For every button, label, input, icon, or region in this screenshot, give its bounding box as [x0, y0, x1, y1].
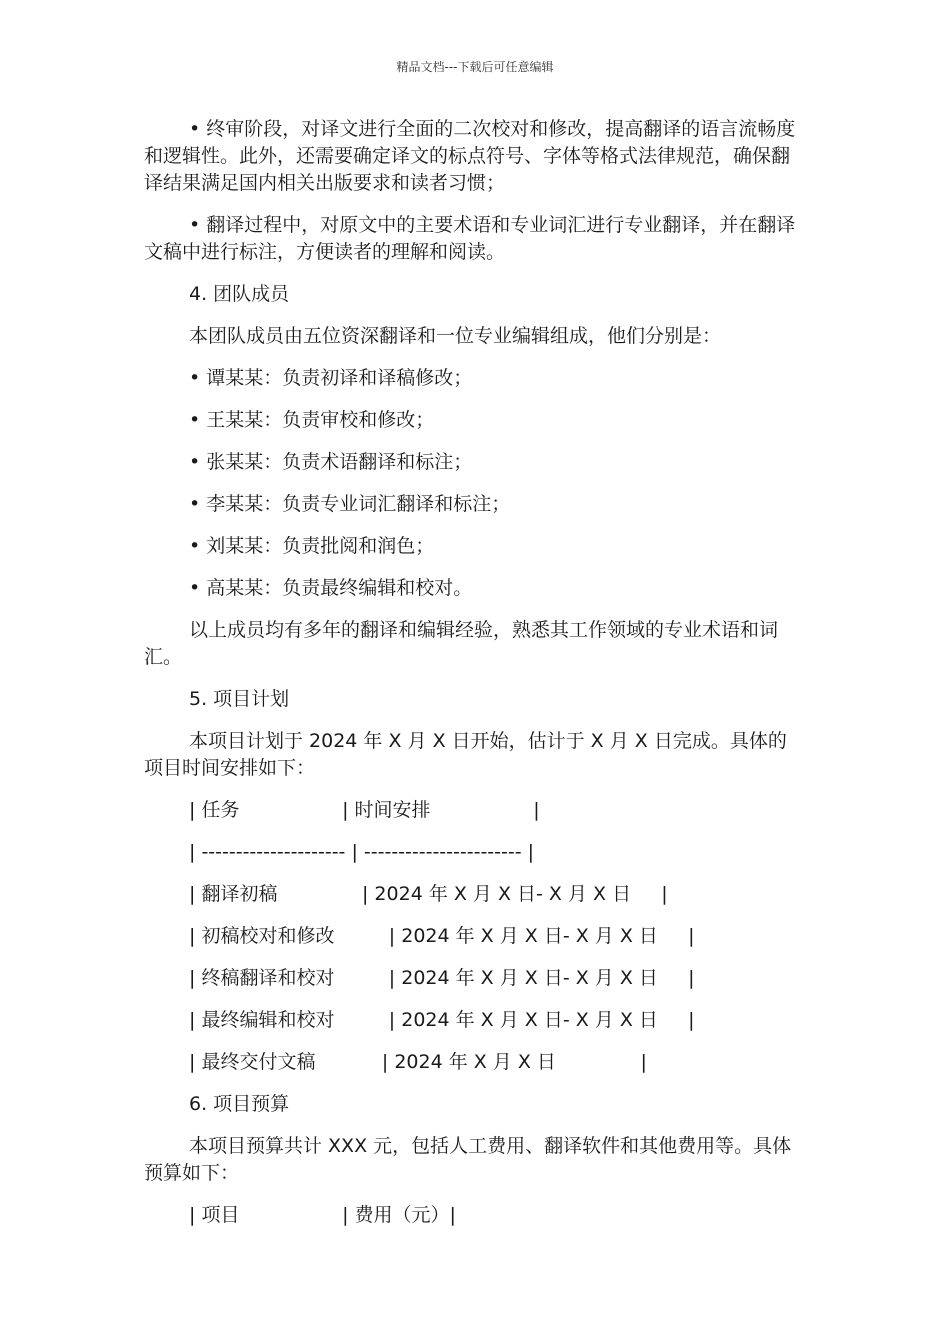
text-line: | 任务 | 时间安排 | — [189, 799, 540, 821]
text-line: | 翻译初稿 | 2024 年 X 月 X 日- X 月 X 日 | — [189, 883, 668, 905]
text-line: | 初稿校对和修改 | 2024 年 X 月 X 日- X 月 X 日 | — [189, 925, 695, 947]
text-line: • 刘某某：负责批阅和润色； — [189, 535, 435, 557]
page-header: 精品文档---下载后可任意编辑 — [396, 60, 554, 74]
text-line: | 最终交付文稿 | 2024 年 X 月 X 日 | — [189, 1051, 647, 1073]
text-line: | --------------------- | ----------------------- | — [189, 841, 535, 863]
body-paragraph: 本项目预算共计 XXX 元，包括人工费用、翻译软件和其他费用等。具体预算如下： — [144, 1135, 792, 1184]
text-line: 5. 项目计划 — [189, 688, 290, 710]
text-line: 本团队成员由五位资深翻译和一位专业编辑组成，他们分别是： — [189, 325, 722, 347]
text-line: • 谭某某：负责初译和译稿修改； — [189, 367, 473, 389]
text-line: • 王某某：负责审校和修改； — [189, 409, 435, 431]
text-line: | 最终编辑和校对 | 2024 年 X 月 X 日- X 月 X 日 | — [189, 1009, 695, 1031]
body-paragraph: • 翻译过程中，对原文中的主要术语和专业词汇进行专业翻译，并在翻译文稿中进行标注，方便读者的理解和阅读。 — [144, 214, 796, 263]
text-line: • 高某某：负责最终编辑和校对。 — [189, 577, 473, 599]
document-body — [144, 116, 804, 1244]
text-line: • 张某某：负责术语翻译和标注； — [189, 451, 473, 473]
body-paragraph: 本项目计划于 2024 年 X 月 X 日开始，估计于 X 月 X 日完成。具体的项目时间安排如下： — [144, 730, 787, 779]
text-line: 6. 项目预算 — [189, 1093, 290, 1115]
body-paragraph: 以上成员均有多年的翻译和编辑经验，熟悉其工作领域的专业术语和词汇。 — [144, 619, 779, 668]
text-line: • 李某某：负责专业词汇翻译和标注； — [189, 493, 511, 515]
text-line: | 终稿翻译和校对 | 2024 年 X 月 X 日- X 月 X 日 | — [189, 967, 695, 989]
text-line: | 项目 | 费用（元）| — [189, 1204, 456, 1226]
body-paragraph: • 终审阶段，对译文进行全面的二次校对和修改，提高翻译的语言流畅度和逻辑性。此外，还需要确定译文的标点符号、字体等格式法律规范，确保翻译结果满足国内相关出版要求和读者习惯； — [144, 118, 796, 194]
text-line: 4. 团队成员 — [189, 283, 290, 305]
